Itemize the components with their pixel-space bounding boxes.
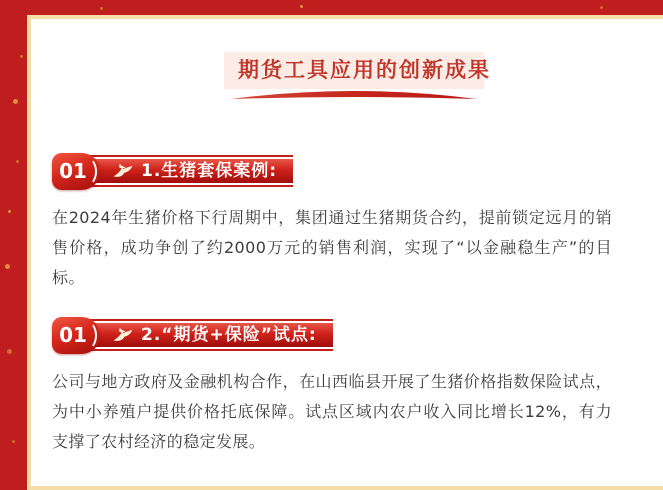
section-heading: 1.生猪套保案例: <box>141 161 278 181</box>
section-2-header <box>52 315 656 355</box>
badge-arc-decoration <box>77 157 97 186</box>
section-number-badge <box>52 317 100 354</box>
section-number-badge <box>52 153 100 190</box>
title-box <box>224 52 491 89</box>
title-swoosh-decoration <box>229 87 479 103</box>
dove-icon <box>110 326 135 344</box>
section-body-text: 公司与地方政府及金融机构合作，在山西临县开展了生猪价格指数保险试点，为中小养殖户提供价格托底保障。试点区域内农户收入同比增长12%，有力支撑了农村经济的稳定发展。 <box>52 372 612 451</box>
section-heading-ribbon <box>86 319 333 351</box>
page-title: 期货工具应用的创新成果 <box>238 58 491 82</box>
content-panel <box>27 15 663 490</box>
title-banner <box>224 52 491 103</box>
section-heading-ribbon <box>86 155 293 187</box>
section-heading: 2.“期货+保险”试点: <box>141 325 317 345</box>
section-hedging-case <box>52 151 656 293</box>
section-body-text: 在2024年生猪价格下行周期中，集团通过生猪期货合约，提前锁定远月的销售价格，成功争创了约2000万元的销售利润，实现了“以金融稳生产”的目标。 <box>52 208 612 287</box>
section-number: 01 <box>59 323 87 347</box>
section-1-header <box>52 151 656 191</box>
section-number: 01 <box>59 159 87 183</box>
section-futures-insurance-pilot <box>52 315 656 457</box>
dove-icon <box>110 162 135 180</box>
badge-arc-decoration <box>77 321 97 350</box>
background-speckles-decoration <box>0 0 3 3</box>
